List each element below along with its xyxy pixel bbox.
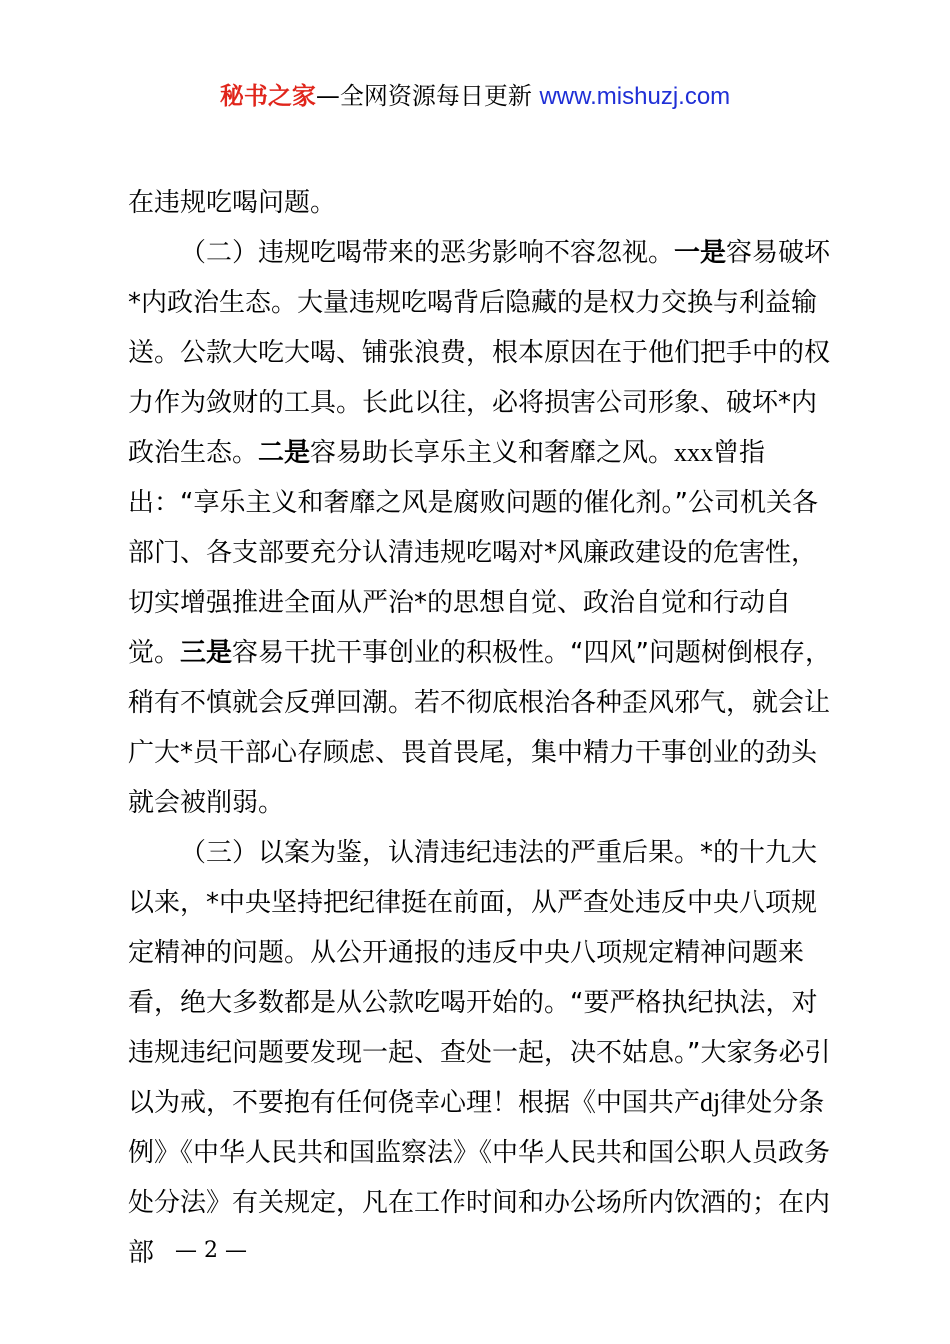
paragraph-text-run: dj	[700, 1088, 721, 1117]
body-paragraph	[128, 828, 838, 1278]
brand-name: 秘书之家	[219, 82, 316, 110]
document-header	[0, 78, 950, 115]
body-paragraph	[128, 178, 838, 228]
body-paragraph	[128, 228, 838, 828]
paragraph-text-run: 曾指出：“享乐主义和奢靡之风是腐败问题的催化剂。”公司机关各部门、各支部要充分认清违规吃喝对*风廉政建设的危害性，切实增强推进全面从严治*的思想自觉、政治自觉和行动自觉。	[128, 438, 818, 668]
paragraph-lead-phrase: 三是	[180, 638, 233, 668]
header-tagline: —全网资源每日更新	[315, 82, 540, 110]
paragraph-text-run: 在违规吃喝问题。	[128, 188, 337, 218]
paragraph-text-run: 律处分条例》《中华人民共和国监察法》《中华人民共和国公职人员政务处分法》有关规定，凡在工作时间和办公场所内饮酒的；在内部	[128, 1088, 831, 1268]
page-number: — 2 —	[175, 1238, 247, 1263]
paragraph-lead-phrase: 一是	[674, 238, 727, 268]
paragraph-text-run: 容易破坏*内政治生态。大量违规吃喝背后隐藏的是权力交换与利益输送。公款大吃大喝、铺张浪费，根本原因在于他们把手中的权力作为敛财的工具。长此以往，必将损害公司形象、破坏*内政治生态。	[128, 238, 831, 468]
paragraph-text-run: 容易助长享乐主义和奢靡之风。	[310, 438, 675, 468]
paragraph-text-run: 容易干扰干事创业的积极性。“四风”问题树倒根存，稍有不慎就会反弹回潮。若不彻底根治各种歪风邪气，就会让广大*员干部心存顾虑、畏首畏尾，集中精力干事创业的劲头就会被削弱。	[128, 638, 831, 818]
website-link[interactable]: www.mishuzj.com	[539, 83, 731, 110]
document-body	[128, 178, 838, 1278]
paragraph-text-run: （二）违规吃喝带来的恶劣影响不容忽视。	[180, 238, 675, 268]
paragraph-text-run: xxx	[674, 438, 714, 467]
paragraph-text-run: （三）以案为鉴，认清违纪违法的严重后果。*的十九大以来，*中央坚持把纪律挺在前面，从严查处违反中央八项规定精神的问题。从公开通报的违反中央八项规定精神问题来看，绝大多数都是从公款吃喝开始的。“要严格执纪执法，对违规违纪问题要发现一起、查处一起，决不姑息。”大家务必引以为戒，不要抱有任何侥幸心理！根据《中国共产	[128, 838, 831, 1118]
paragraph-lead-phrase: 二是	[258, 438, 311, 468]
